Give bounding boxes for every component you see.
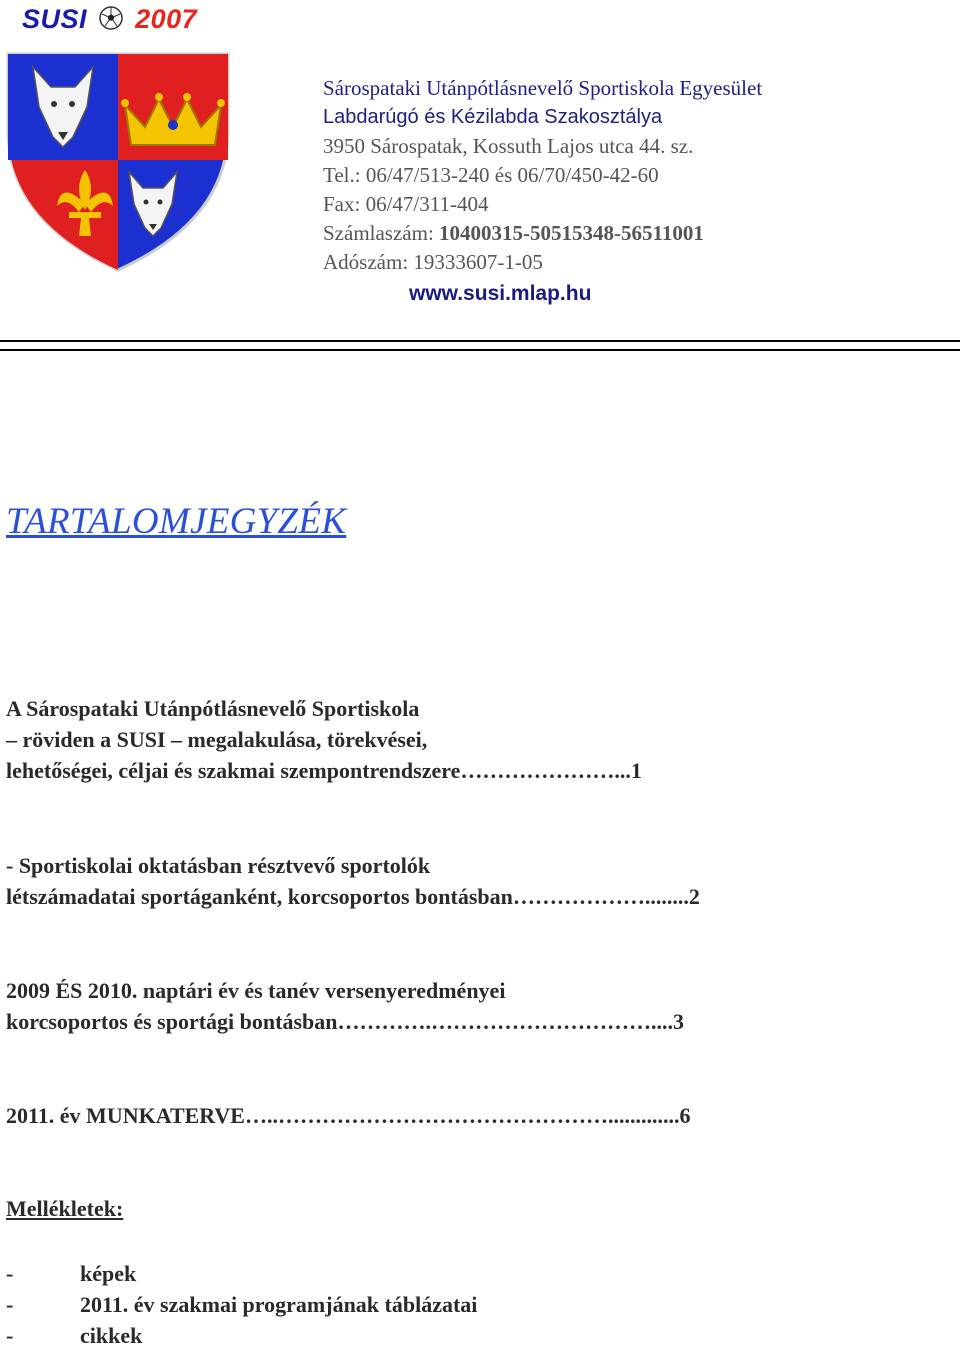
address: 3950 Sárospatak, Kossuth Lajos utca 44. sz.: [323, 134, 694, 158]
list-item: [6, 1289, 477, 1320]
list-item-text: cikkek: [80, 1323, 143, 1348]
phone-numbers: Tel.: 06/47/513-240 és 06/70/450-42-60: [323, 163, 659, 187]
organization-name: Sárospataki Utánpótlásnevelő Sportiskola Egyesület: [323, 76, 763, 100]
list-dash: -: [6, 1261, 14, 1286]
bank-account: [323, 219, 762, 248]
department-name: Labdarúgó és Kézilabda Szakosztálya: [323, 106, 663, 128]
logo-name: SUSI: [22, 4, 88, 34]
list-item-text: képek: [80, 1261, 137, 1286]
list-dash: -: [6, 1323, 14, 1348]
toc-entry-line: lehetőségei, céljai és szakmai szempontrendszere…………………...1: [6, 758, 642, 783]
header-divider-top: [0, 340, 960, 342]
toc-entry-line: 2009 ÉS 2010. naptári év és tanév versenyeredményei: [6, 978, 506, 1003]
tax-number: Adószám: 19333607-1-05: [323, 250, 543, 274]
attachments-list: [6, 1258, 477, 1351]
toc-entry-line: A Sárospataki Utánpótlásnevelő Sportiskola: [6, 696, 420, 721]
toc-entry-line: 2011. év MUNKATERVE…..……………………………………….............6: [6, 1103, 691, 1128]
logo-year: 2007: [135, 4, 198, 34]
toc-entry: [6, 1100, 690, 1131]
toc-entry: [6, 693, 642, 786]
header-divider-bottom: [0, 349, 960, 351]
letterhead: [323, 74, 762, 308]
toc-entry-line: korcsoportos és sportági bontásban………….…………………………....3: [6, 1009, 684, 1034]
toc-entry-line: - Sportiskolai oktatásban résztvevő sportolók: [6, 853, 431, 878]
attachments-title: Mellékletek:: [6, 1196, 124, 1221]
toc-entry: [6, 850, 700, 912]
susi-logo: [22, 4, 197, 35]
list-item: [6, 1258, 477, 1289]
list-item-text: 2011. év szakmai programjának táblázatai: [80, 1292, 478, 1317]
list-dash: -: [6, 1292, 14, 1317]
toc-entry: [6, 975, 684, 1037]
football-icon: [99, 6, 123, 30]
bank-account-value: 10400315-50515348-56511001: [439, 221, 704, 245]
bank-account-label: Számlaszám:: [323, 221, 440, 245]
club-crest-icon: [5, 50, 231, 272]
website-link[interactable]: www.susi.mlap.hu: [409, 282, 592, 305]
toc-entry-line: létszámadatai sportáganként, korcsoportos bontásban………………........2: [6, 884, 700, 909]
toc-title: TARTALOMJEGYZÉK: [6, 501, 347, 542]
list-item: [6, 1320, 477, 1351]
toc-entry-line: – röviden a SUSI – megalakulása, törekvései,: [6, 727, 428, 752]
fax-number: Fax: 06/47/311-404: [323, 192, 489, 216]
